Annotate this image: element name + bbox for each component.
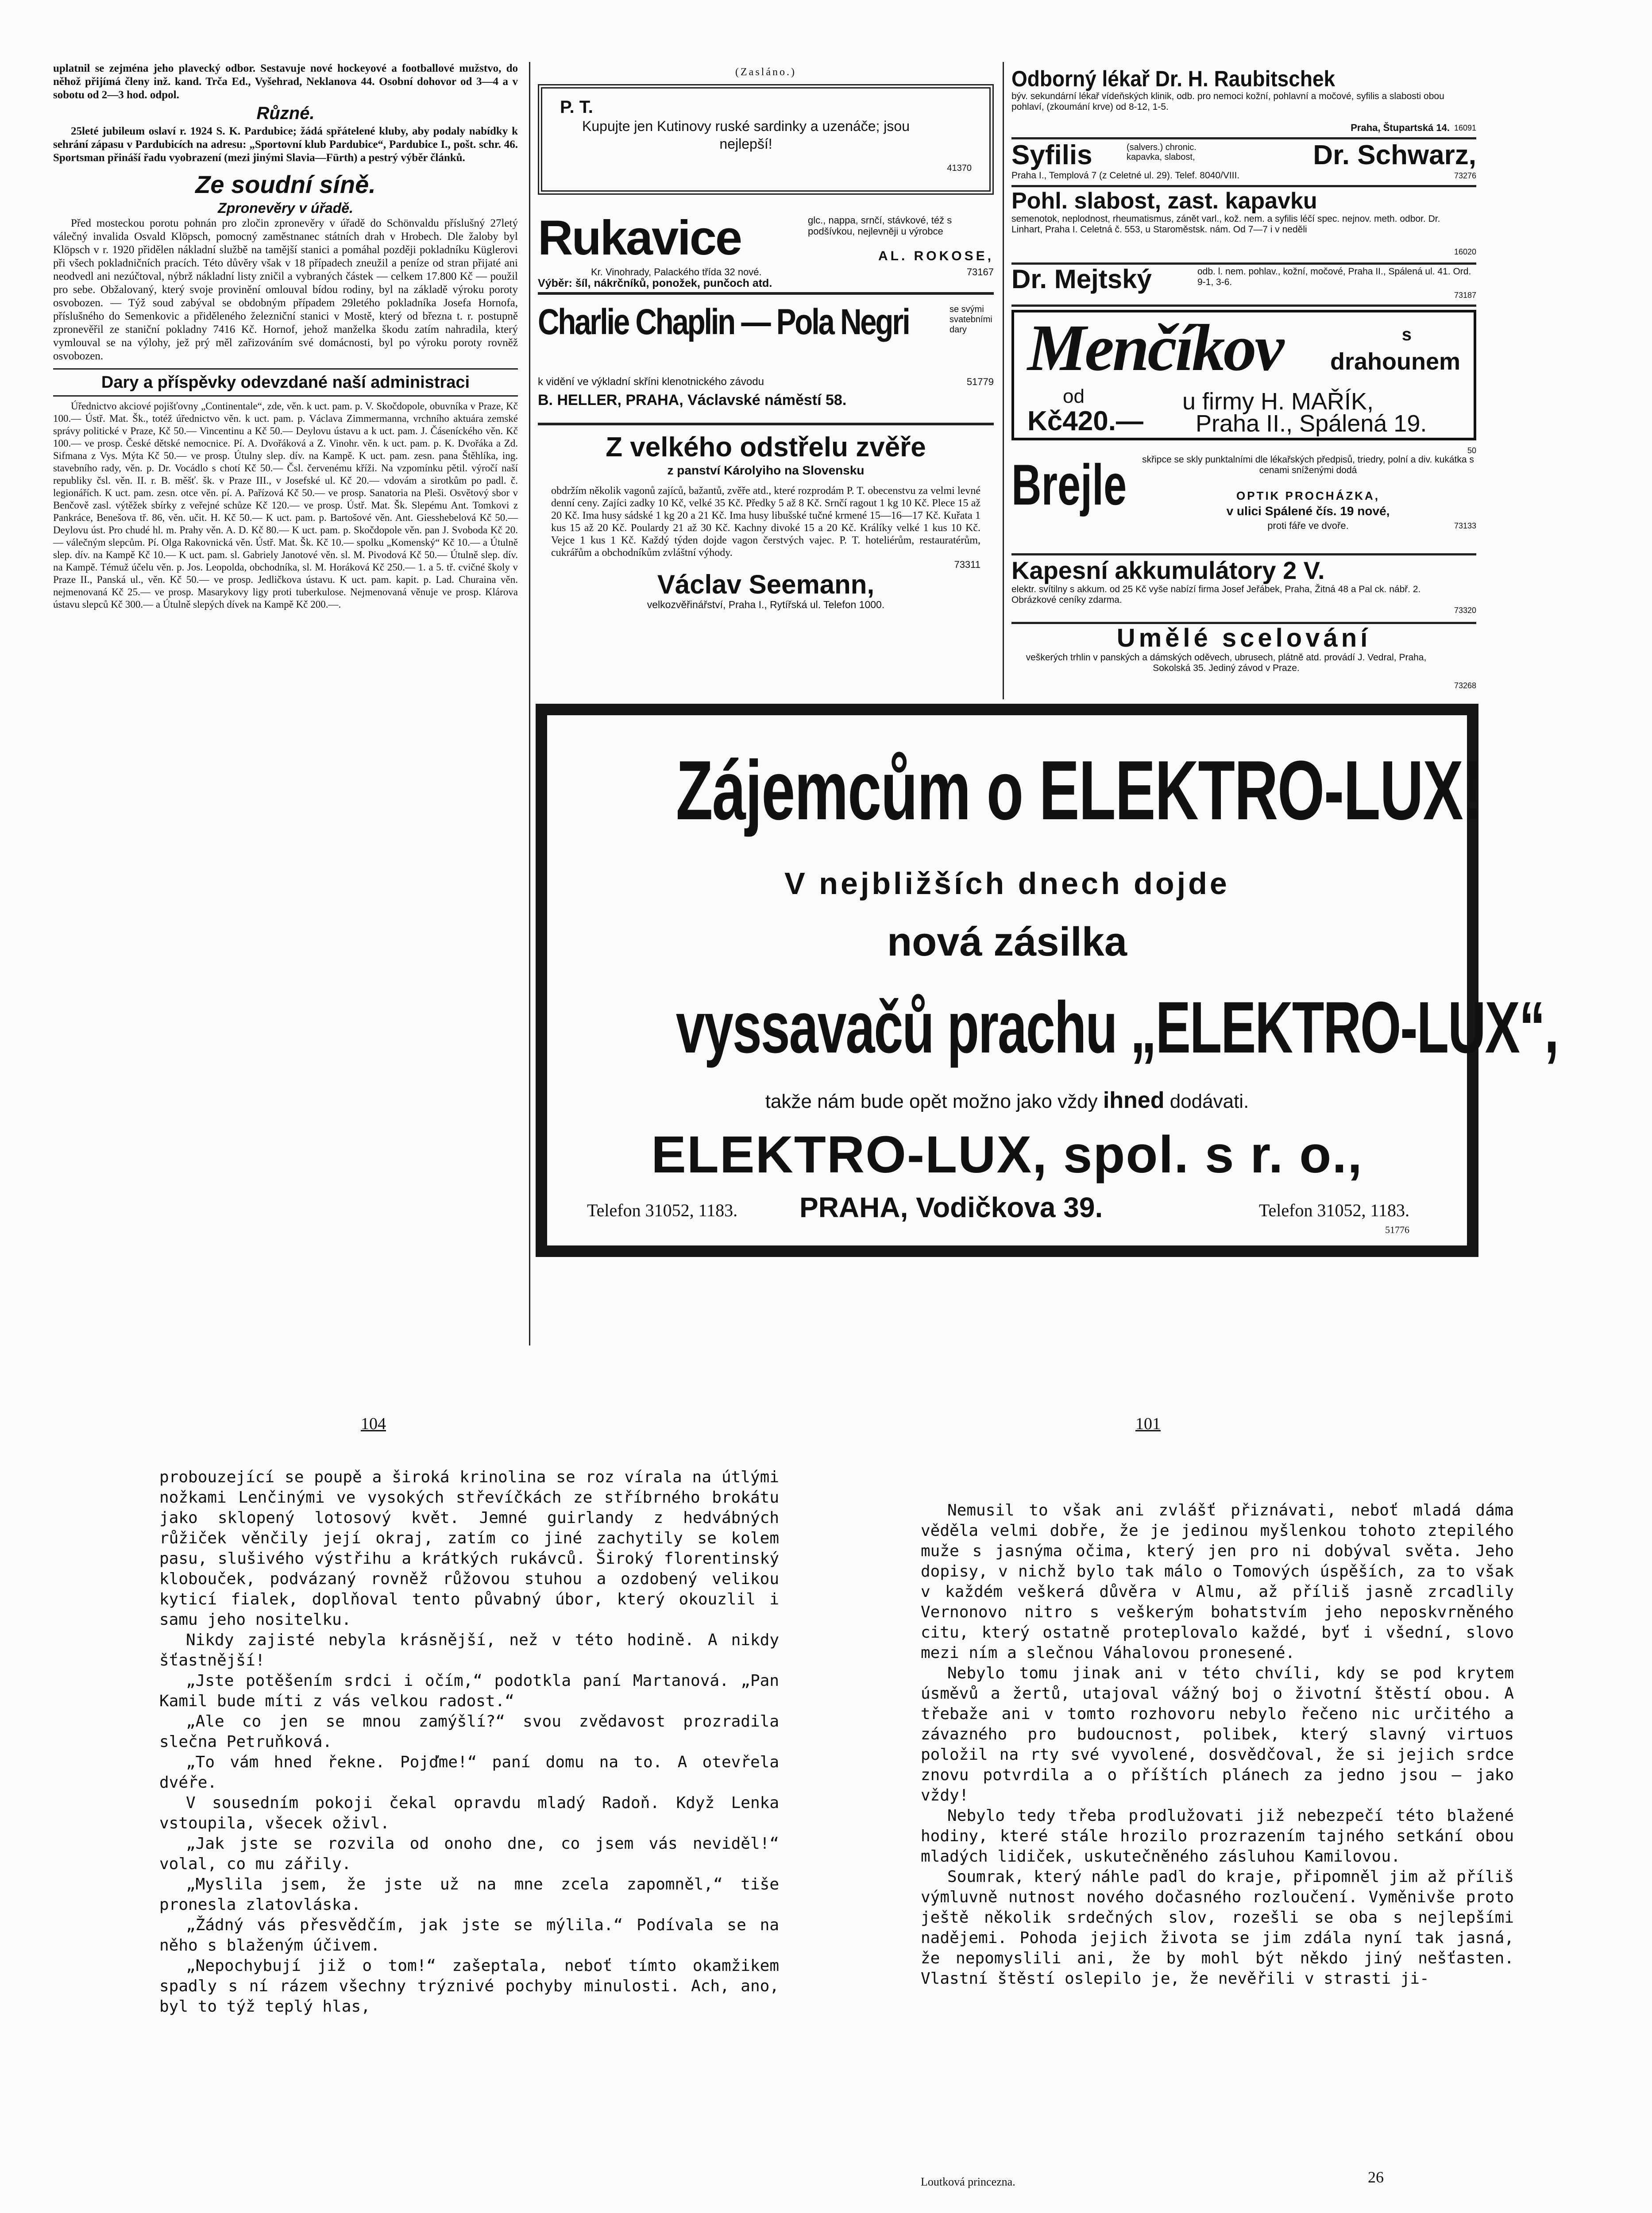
story-paragraph: Nikdy zajisté nebyla krásnější, než v této hodině. A nikdy šťastnější! <box>159 1631 779 1669</box>
story-paragraph: probouzející se poupě a široká krinolina se roz vírala na útlými nožkami Lenčinými ve vysokých střevíčkách ze stříbrného brokátu jako sklopený lotosový květ. Jemné guirlandy z hedvábných růžiček věnčily její okraj, zatím co jiné zachytily se kolem pasu, slušivého výstřihu a krátkých rukávců. Široký florentinský klobouček, podvázaný rovněž růžovou stuhou a ozdobený velikou kyticí fialek, doplňoval tento půvabný úbor, který okouzlil i samu jeho nositelku. <box>159 1468 779 1629</box>
story-paragraph: V sousedním pokoji čekal opravdu mladý Radoň. Když Lenka vstoupila, všecek oživl. <box>159 1794 779 1832</box>
linhart-text: semenotok, neplodnost, rheumatismus, zánět varl., kož. nem. a syfilis léčí spec. nejnov. meth. odbor. Dr. Linhart, Praha I. Celetná č. 553, u Staroměstsk. nám. Od 7—7 i v neděli <box>1011 214 1440 235</box>
ad-code: 73320 <box>1454 606 1476 615</box>
elektrolux-company: ELEKTRO-LUX, spol. s r. o., <box>651 1126 1363 1184</box>
story-paragraph: „Jste potěšením srdci i očím,“ podotkla paní Martanová. „Pan Kamil bude míti z vás velkou radost.“ <box>159 1672 779 1710</box>
story-right-page <box>921 1500 1514 1989</box>
story-footer-right: 26 <box>1368 2168 1384 2186</box>
story-paragraph: „Myslila jsem, že jste už na mne zcela zapomněl,“ tiše pronesla zlatovláska. <box>159 1875 779 1914</box>
linhart-ad <box>1011 188 1476 261</box>
court-heading: Ze soudní síně. <box>195 170 376 198</box>
schwarz-address: Praha I., Templová 7 (z Celetné ul. 29). Telef. 8040/VIII. <box>1011 170 1240 181</box>
gifts-heading: Dary a příspěvky odevzdané naší administraci <box>101 373 470 392</box>
elektrolux-tel-right: Telefon 31052, 1183. <box>1258 1200 1409 1220</box>
ad-code: 16020 <box>1454 247 1476 256</box>
zaslano-label: (Zasláno.) <box>735 66 796 78</box>
mencikov-title: Menčíkov <box>1027 311 1283 385</box>
mencikov-ad <box>1011 310 1476 440</box>
rukavice-address: Kr. Vinohrady, Palackého třída 32 nové. <box>591 266 762 278</box>
divider <box>538 292 994 295</box>
brejle-code2: 50 <box>1467 446 1476 455</box>
mencikov-firm1: u firmy H. MAŘÍK, <box>1182 388 1374 415</box>
brejle-title: Brejle <box>1011 452 1127 517</box>
gifts-text: Úřednictvo akciové pojišťovny „Continentale“, zde, věn. k uct. pam. p. V. Skočdopole, obuvníka v Praze, Kč 100.— Ústř. Mat. Šk., totéž úřednictvo věn. k uct. pam. p. Václava Zimmermanna, vrchního aktuára zemské správy politické v Praze, Kč 50.— Vincentinu a Kč 50.— Deylovu ústavu a k uct. pam. J. Čáseníckého věn. Kč 100.— ve prosp. České dětské nemocnice. Pí. A. Dvořáková a Z. Vinohr. věn. k uct. pam. p. K. Dvořáka a Zd. Sifmana z Vys. Mýta Kč 50.— ve prosp. Útulny slep. dív. na Kampě. K uct. pam. zesn. pana Štěhlíka, ing. stavebního rady, věn. p. Dr. Vocádlo s chotí Kč 50.— Čsl. červenému kříži. Na vzpomínku pětil. výročí naší republiky čsl. věn. II. r. B. měšť. šk. v Praze III., v Josefské ul. Kč 20.— vdovám a sirotkům po padl. č. legionářích. K uct. pam. zesn. otce věn. pí. A. Pařízová Kč 50.— ve prosp. Sanatoria na Pleši. Osvětový sbor v Benčově zasl. výtěžek sbírky z veřejné schůze Kč 120.— ve prosp. Ústř. Mat. Šk. Slepému Ant. Tomkovi z Pankráce, Benešova tř. 86, věn. učit. H. Kč 50.— K uct. pam. p. Bartošové věn. Ant. Giesshebelová Kč 50.— Deylovu úst. Pro chudé hl. m. Prahy věn. A. D. Kč 80.— K uct. pam. p. Skočdopole věn. pan J. Svoboda Kč 20.— válečným slepcům. Pí. Olga Rakovnická věn. Ústř. Mat. Šk. Kč 10.— spolku „Komenský“ Kč 10.— a Útulně slep. dív. na Kampě Kč 10.— K uct. pam. sl. Gabriely Janotové věn. sl. M. Pivodová Kč 50.— Útulně slep. dív. na Kampě. Témuž účelu věn. p. Jos. Leopolda, obchodníka, sl. M. Horáková Kč 250.— 1. a 5. tř. cvičné školy v Praze II., Panská ul., věn. Kč 50.— ve prosp. Jedličkova ústavu. K uct. pam. kapit. p. Lad. Churaina věn. nejmenovaná Kč 25.— ve prosp. Masarykovy ligy proti tuberkulose. Nejmenovaná věnuje ve prosp. Klárova ústavu slepců Kč 300.— a Útulně slepých dívek na Kampě Kč 200.—. <box>53 401 518 610</box>
ad-code: 73133 <box>1454 521 1476 530</box>
elektrolux-headline: Zájemcům o ELEKTRO-LUX! <box>675 744 1482 837</box>
rukavice-ad <box>538 212 994 290</box>
divider <box>1011 553 1476 555</box>
kutin-frame <box>538 84 994 195</box>
akku-title: Kapesní akkumulátory 2 V. <box>1011 556 1325 584</box>
story-paragraph: „Žádný vás přesvědčím, jak jste se mýlila.“ Podívala se na něho s blaženým účivem. <box>159 1916 779 1955</box>
raubitschek-ad <box>1011 66 1476 133</box>
zver-name: Václav Seemann, <box>657 570 875 599</box>
story-paragraph: „To vám hned řekne. Pojďme!“ paní domu na to. A otevřela dvéře. <box>159 1753 779 1792</box>
ad-code: 16091 <box>1454 123 1476 132</box>
brejle-ad <box>1011 445 1476 551</box>
elektrolux-ad <box>536 704 1558 1257</box>
rukavice-footer: Výběr: šíl, nákrčníků, ponožek, punčoch atd. <box>538 277 772 289</box>
chaplin-title: Charlie Chaplin — Pola Negri <box>538 302 909 342</box>
mejtsky-ad <box>1011 265 1476 302</box>
divider <box>53 368 518 370</box>
story-paragraph: Nemusil to však ani zvlášť přiznávati, neboť mladá dáma věděla velmi dobře, že je jedinou myšlenkou tohoto ztepilého muže s jasnýma očima, který jen pro ni dobýval světa. Jeho dopisy, v nichž bylo tak málo o Tomových úspěších, za to však v každém veškerá důvěra v Almu, až příliš jasně zrcadlily Vernonovo nitro s veškerým bohatstvím jeho neposkvrněného citu, který ostatně proteplovalo každé, byť i všední, slovo mezi ním a slečnou Váhalovou pronesené. <box>921 1501 1514 1662</box>
raubitschek-title: Odborný lékař Dr. H. Raubitschek <box>1011 66 1335 91</box>
scelovani-ad <box>1011 624 1476 695</box>
story-paragraph: Soumrak, který náhle padl do kraje, připomněl jim až příliš výmluvně nutnost nového dočasného rozloučení. Vyměnivše proto ještě několik srdečných slov, rozešli se oba s nejlepšími nadějemi. Pohoda jejich života se jim zdála nyní tak jasná, že nepomyslili ani, že by mohl být někdo jiný nešťasten. Vlastní štěstí oslepilo je, že nevěřili v strasti ji- <box>921 1868 1514 1988</box>
story-paragraph: „Ale co jen se mnou zamýšlí?“ svou zvědavost prozradila slečna Petruňková. <box>159 1712 779 1751</box>
chaplin-side: se svými svatebními dary <box>950 305 992 335</box>
kutin-pt: P. T. <box>560 97 593 117</box>
rukavice-title: Rukavice <box>538 211 741 265</box>
elektrolux-line5-pre: takže nám bude opět možno jako vždy <box>765 1091 1098 1112</box>
elektrolux-tel-left: Telefon 31052, 1183. <box>587 1200 738 1220</box>
scelovani-title: Umělé scelování <box>1116 624 1371 652</box>
mencikov-od: od <box>1063 386 1085 407</box>
story-footer-left: Loutková princezna. <box>921 2175 1015 2188</box>
ruzne-text: 25leté jubileum oslaví r. 1924 S. K. Pardubice; žádá spřátelené kluby, aby podaly nabídky k sehrání zápasu v Pardubicích na adresu: „Sportovní klub Pardubice“, Pardubice I., pošt. schr. 46. Sportsman přináší řadu vyobrazení (mezi jinými Slavia—Fürth) a pestrý výběr článků. <box>53 125 518 164</box>
elektrolux-line2: V nejbližších dnech dojde <box>784 866 1230 901</box>
zver-title: Z velkého odstřelu zvěře <box>606 432 926 463</box>
mencikov-drahounem: drahounem <box>1330 348 1460 375</box>
schwarz-name: Dr. Schwarz, <box>1313 140 1476 170</box>
divider <box>53 395 518 397</box>
page-number-left: 104 <box>361 1415 386 1433</box>
brejle-text: skřipce se skly punktalními dle lékařských předpisů, triedry, polní a div. kukátka s cenami sníženými dodá <box>1142 455 1474 475</box>
page-number-right: 101 <box>1135 1415 1161 1433</box>
schwarz-left: Syfilis <box>1011 140 1092 170</box>
mejtsky-text: odb. l. nem. pohlav., kožní, močové, Praha II., Spálená ul. 41. Ord. 9-1, 3-6. <box>1197 266 1471 287</box>
elektrolux-line5-post: dodávati. <box>1170 1091 1249 1112</box>
elektrolux-city: PRAHA, Vodičkova 39. <box>799 1191 1103 1223</box>
ad-code: 41370 <box>947 163 972 173</box>
mencikov-price: Kč420.— <box>1027 406 1143 436</box>
brejle-maker: OPTIK PROCHÁZKA, <box>1236 489 1380 502</box>
story-left-page <box>159 1467 779 2017</box>
raubitschek-text: býv. sekundární lékař vídeňských klinik, odb. pro nemoci kožní, pohlavní a močové, syfilis a slabosti obou pohlaví, (zkoumání krve) od 8-12, 1-5. <box>1011 91 1444 112</box>
divider <box>1011 137 1476 139</box>
zver-footer: velkozvěřinářství, Praha I., Rytířská ul. Telefon 1000. <box>647 599 885 610</box>
elektrolux-line5 <box>547 1087 1467 1114</box>
ad-code: 73268 <box>1454 681 1476 690</box>
sport-intro: uplatnil se zejména jeho plavecký odbor. Sestavuje nové hockeyové a footballové mužstvo, do něhož přijímá členy inž. kand. Trča Ed., Vyšehrad, Neklanova 44. Osobní dohovor od 3—4 a v sobotu od 2—3 hod. odpol. <box>53 62 518 101</box>
column-rule <box>1003 62 1004 699</box>
schwarz-ad <box>1011 141 1476 183</box>
divider <box>1011 305 1476 307</box>
story-paragraph: „Nepochybují již o tom!“ zašeptala, neboť tímto okamžikem spadly s ní rázem všechny trýznivé pochyby minulosti. Ach, ano, byl to týž teplý hlas, <box>159 1957 779 2016</box>
court-subheading: Zpronevěry v úřadě. <box>218 200 353 216</box>
divider <box>538 423 994 425</box>
linhart-title: Pohl. slabost, zast. kapavku <box>1011 188 1317 214</box>
ad-code: 73276 <box>1454 171 1476 180</box>
ad-code: 51776 <box>1385 1224 1409 1235</box>
akku-ad <box>1011 557 1476 619</box>
schwarz-middle: (salvers.) chronic. kapavka, slabost, <box>1127 143 1197 162</box>
column-rule <box>529 62 530 1346</box>
scelovani-text: veškerých trhlin v panských a dámských oděvech, ubrusech, plátně atd. provádí J. Vedral, Praha, Sokolská 35. Jediný závod v Praze. <box>1026 652 1427 673</box>
rukavice-maker: AL. ROKOSE, <box>878 249 994 263</box>
ad-code: 73311 <box>954 559 980 570</box>
zver-subtitle: z panství Károlyiho na Slovensku <box>667 463 865 477</box>
story-paragraph: Nebylo tedy třeba prodlužovati již nebezpečí této blažené hodiny, které stále hrozilo prozrazením tajného setkání obou mladých lidiček, uskutečněného zásluhou Kamilovou. <box>921 1807 1514 1866</box>
court-text: Před mosteckou porotu pohnán pro zločin zpronevěry v úřadě do Schönvaldu příslušný 27letý válečný invalida Osvald Klöpsch, pomocný zaměstnanec státních drah v Hrobech. Dle žaloby byl Klöpsch v r. 1920 přidělen nákladní službě na tamější stanici a pomáhal později pokladníku Küglerovi při všech pokladničních pracích. Této důvěry však v 18 případech zneužil a peníze od stran přijaté ani neodvedl ani nezúčtoval, nýbrž nákladní listy zničil a vybraných částek — celkem 17.800 Kč — použil pro sebe. Obžalovaný, který svoje provinění omlouval bídou rodiny, byl na základě výroku poroty osvobozen. — Týž soud zabýval se obdobným případem 29letého pokladníka Josefa Hornofa, příslušného do Semenkovic a přiděleného železniční stanici v Mostě, který od března t. r. postupně zpronevěřil ze staniční pokladny 7416 Kč. Hornof, jehož manželka škodu zatím nahradila, který vymlouval se na výlohy, jež prý měl zařizováním své domácnosti, byl po výroku poroty rovněž osvobozen. <box>53 217 518 362</box>
chaplin-footer: B. HELLER, PRAHA, Václavské náměstí 58. <box>538 392 847 409</box>
chaplin-text: k vidění ve výkladní skříni klenotnického závodu <box>538 376 764 388</box>
ad-code: 73187 <box>1454 291 1476 300</box>
raubitschek-address: Praha, Štupartská 14. <box>1351 122 1450 133</box>
story-paragraph: „Jak jste se rozvila od onoho dne, co jsem vás neviděl!“ volal, co mu zářily. <box>159 1835 779 1873</box>
elektrolux-line4: vyssavačů prachu „ELEKTRO-LUX“, <box>675 987 1558 1068</box>
rukavice-text: glc., nappa, srnčí, stávkové, též s podšívkou, nejlevněji u výrobce <box>808 215 952 237</box>
left-column <box>53 62 518 611</box>
ad-code: 73167 <box>966 266 994 278</box>
zver-ad <box>538 432 994 688</box>
ad-code: 51779 <box>966 376 994 387</box>
kutin-ad <box>538 66 994 201</box>
chaplin-ad <box>538 301 994 420</box>
zver-text: obdržím několik vagonů zajíců, bažantů, zvěře atd., které rozprodám P. T. obecenstvu za velmi levné denní ceny. Zajíci zadky 10 Kč, velké 35 Kč. Předky 5 až 8 Kč. Srnčí ragout 1 kg 10 Kč. Plece 15 až 20 Kč. Ima husy sádské 1 kg 20 a 21 Kč. Ima husy libušské tučné krmené 15—16—17 Kč. Kuřata 1 kus 15 až 20 Kč. Poulardy 21 až 30 Kč. Kachny divoké 15 a 20 Kč. Králíky velké 1 kus 10 Kč. Vejce 1 kus 1 Kč. Každý týden dojde vagon čerstvých vajec. P. T. hoteliérům, restauratérům, cukrářům a obchodníkům zvláštní výhody. <box>551 485 980 559</box>
elektrolux-line5-bold: ihned <box>1103 1087 1165 1113</box>
mencikov-s: s <box>1401 325 1412 344</box>
mejtsky-name: Dr. Mejtský <box>1011 264 1152 294</box>
ruzne-heading: Různé. <box>256 104 315 123</box>
brejle-address: v ulici Spálené čís. 19 nové, <box>1226 504 1390 518</box>
elektrolux-line3: nová zásilka <box>887 919 1127 964</box>
mencikov-firm2: Praha II., Spálená 19. <box>1196 410 1427 437</box>
akku-text: elektr. svítilny s akkum. od 25 Kč vyše nabízí firma Josef Jeřábek, Praha, Žitná 48 a Pal ck. nábř. 2. Obrázkové ceníky zdarma. <box>1011 584 1421 605</box>
story-paragraph: Nebylo tomu jinak ani v této chvíli, kdy se pod krytem úsměvů a žertů, utajoval vážný boj o životní štěstí obou. A třebaže ani v tomto rozhovoru nebylo řečeno nic určitého a závazného pro budoucnost, polibek, který slavný virtuos položil na rty své vyvolené, dosvědčoval, že si jejich srdce znovu potvrdila a o příštích plánech za jedno jsou — jako vždy! <box>921 1664 1514 1804</box>
kutin-text: Kupujte jen Kutinovy ruské sardinky a uzenáče; jsou nejlepší! <box>582 118 910 152</box>
brejle-note: proti fáře ve dvoře. <box>1267 520 1349 531</box>
divider <box>1011 185 1476 187</box>
